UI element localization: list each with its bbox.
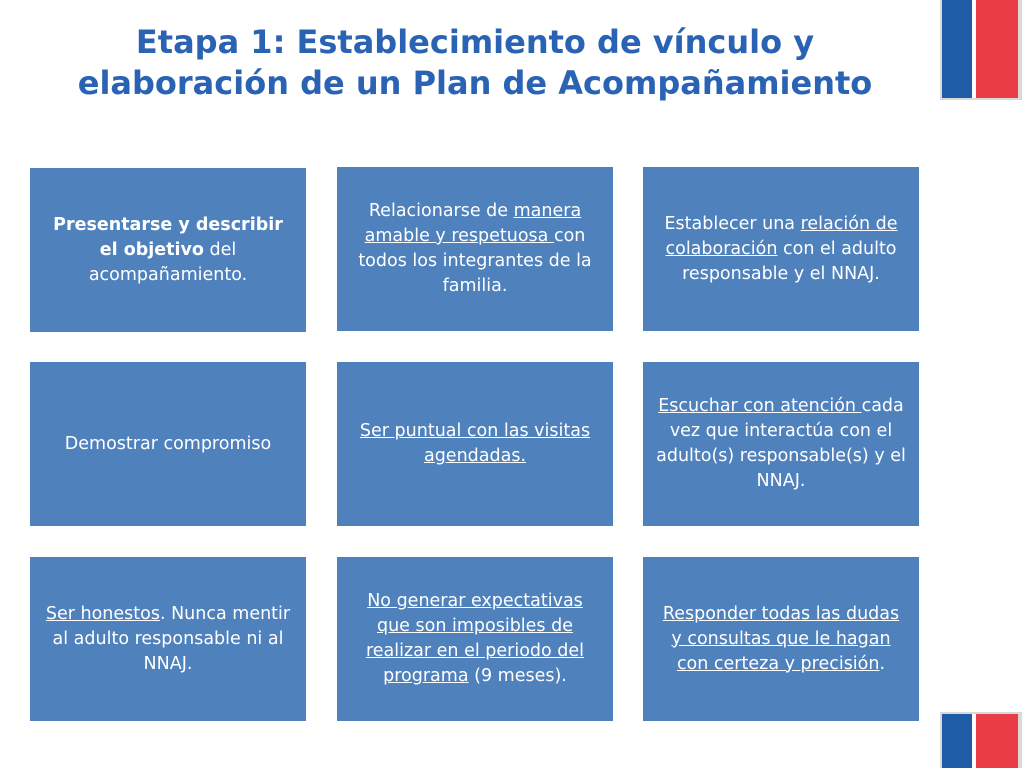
title-line-1: Etapa 1: Establecimiento de vínculo y bbox=[135, 23, 815, 61]
box-establecer-relacion bbox=[643, 167, 919, 331]
box-text-part: Establecer una bbox=[664, 213, 801, 234]
box-text-part: con el adulto responsable y el NNAJ. bbox=[682, 238, 897, 284]
box-responder-dudas bbox=[643, 557, 919, 721]
box-text-part: Relacionarse de bbox=[368, 201, 514, 221]
box-text-part: Ser honestos bbox=[45, 603, 160, 624]
slide-title bbox=[20, 22, 930, 104]
box-text-part: cada vez que interactúa con el adulto(s) responsable(s) y el NNAJ. bbox=[656, 396, 906, 491]
box-text-part: relación de colaboración bbox=[665, 213, 898, 259]
box-demostrar-compromiso bbox=[30, 362, 306, 526]
box-ser-puntual bbox=[337, 362, 613, 526]
box-text-part: con todos los integrantes de la familia. bbox=[358, 226, 592, 296]
flag-decoration-bottom bbox=[942, 714, 1018, 768]
box-text-part: del acompañamiento. bbox=[88, 239, 248, 285]
box-escuchar bbox=[643, 362, 919, 526]
flag-decoration-top bbox=[942, 0, 1018, 98]
box-presentarse bbox=[30, 168, 306, 332]
box-text-part: . Nunca mentir al adulto responsable ni al NNAJ. bbox=[52, 603, 291, 674]
box-text-part: Presentarse y describir el objetivo bbox=[53, 214, 283, 260]
box-text-part: manera amable y respetuosa bbox=[364, 201, 582, 246]
box-text-part: Escuchar con atención bbox=[658, 396, 862, 416]
box-no-generar-expectativas bbox=[337, 557, 613, 721]
box-text-part: . bbox=[879, 653, 886, 674]
box-text-part: Demostrar compromiso bbox=[64, 433, 272, 454]
title-line-2: elaboración de un Plan de Acompañamiento bbox=[77, 64, 873, 102]
box-ser-honestos bbox=[30, 557, 306, 721]
box-text-part: No generar expectativas que son imposibles de realizar en el periodo del programa bbox=[365, 591, 585, 686]
box-text-part: (9 meses). bbox=[468, 666, 567, 686]
box-relacionarse bbox=[337, 167, 613, 331]
box-text-part: Ser puntual con las visitas agendadas. bbox=[359, 421, 591, 466]
box-text-part: Responder todas las dudas y consultas que le hagan con certeza y precisión bbox=[662, 603, 900, 674]
